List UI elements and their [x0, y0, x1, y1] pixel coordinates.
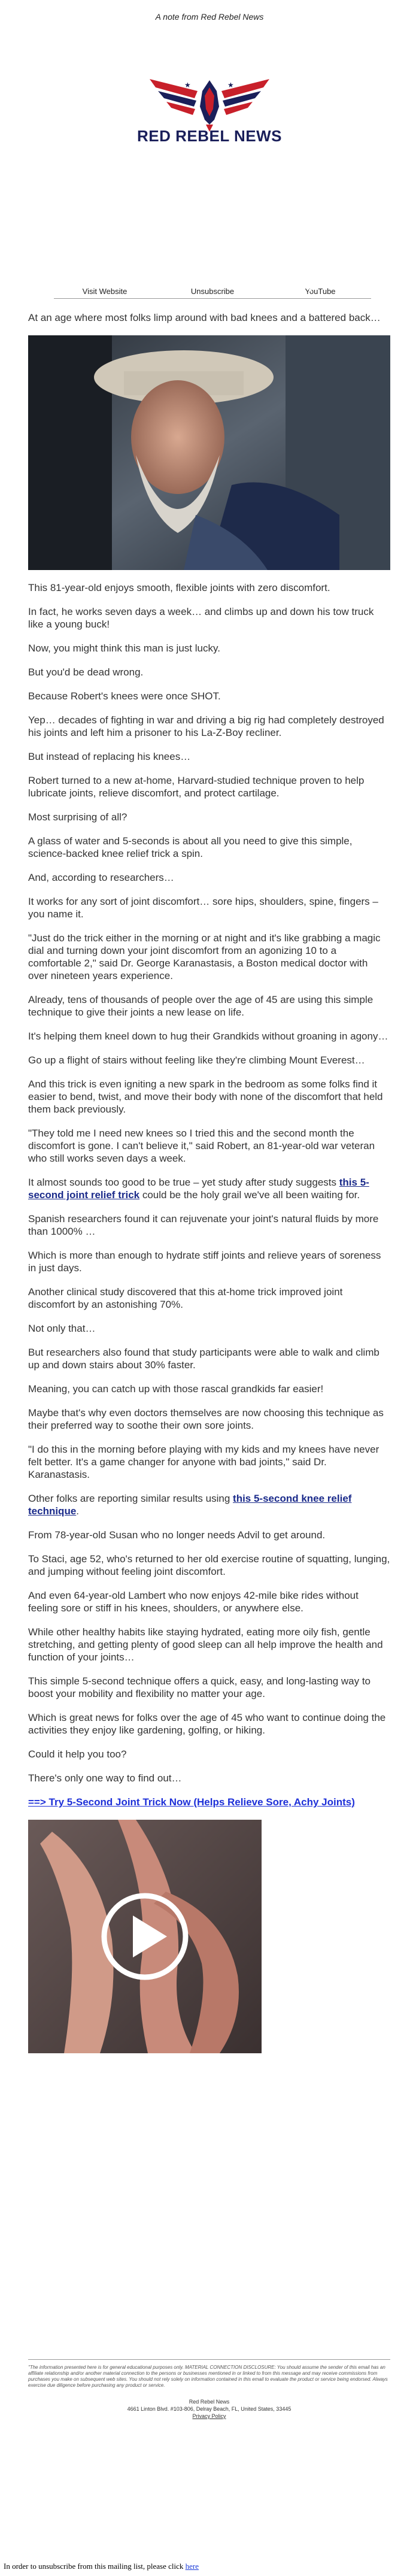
paragraph: But you'd be dead wrong.: [28, 666, 144, 678]
visit-website-link[interactable]: Visit Website: [82, 287, 127, 296]
paragraph: In fact, he works seven days a week… and climbs up and down his tow truck like a young buck!: [28, 606, 374, 630]
paragraph: Now, you might think this man is just lucky.: [28, 643, 220, 654]
paragraph: This 81-year-old enjoys smooth, flexible joints with zero discomfort.: [28, 582, 330, 593]
paragraph: While other healthy habits like staying hydrated, eating more oily fish, gentle stretching, and getting plenty of good sleep can all help improve the health and function of your joints…: [28, 1626, 383, 1663]
paragraph: This simple 5-second technique offers a quick, easy, and long-lasting way to boost your mobility and flexibility no matter your age.: [28, 1675, 371, 1699]
company-address-block: [28, 2398, 390, 2420]
youtube-link[interactable]: [269, 287, 371, 296]
paragraph: Which is more than enough to hydrate stiff joints and relieve years of soreness in just days.: [28, 1250, 381, 1274]
paragraph: From 78-year-old Susan who no longer needs Advil to get around.: [28, 1529, 326, 1541]
svg-text:★: ★: [227, 81, 234, 89]
paragraph: Meaning, you can catch up with those rascal grandkids far easier!: [28, 1383, 324, 1395]
paragraph: But instead of replacing his knees…: [28, 751, 191, 762]
paragraph: Maybe that's why even doctors themselves are now choosing this technique as their preferred way to soothe their own sore joints.: [28, 1407, 384, 1431]
cta-paragraph: [28, 1796, 390, 1808]
unsubscribe-text: In order to unsubscribe from this mailing list, please click: [4, 2562, 186, 2571]
text-span: Other folks are reporting similar results using: [28, 1493, 233, 1504]
paragraph: Robert turned to a new at-home, Harvard-studied technique proven to help lubricate joints, relieve discomfort, and protect cartilage.: [28, 775, 365, 799]
paragraph: Could it help you too?: [28, 1748, 127, 1760]
intro-paragraph: At an age where most folks limp around with bad knees and a battered back…: [28, 312, 381, 323]
text-span: .: [76, 1505, 80, 1517]
paragraph: It works for any sort of joint discomfort… sore hips, shoulders, spine, fingers – you name it.: [28, 896, 378, 920]
email-nav: [54, 275, 371, 299]
paragraph: And even 64-year-old Lambert who now enjoys 42-mile bike rides without feeling sore or stiff in his knees, shoulders, or anywhere else.: [28, 1590, 359, 1614]
paragraph: It's helping them kneel down to hug their Grandkids without groaning in agony…: [28, 1031, 388, 1042]
paragraph: Yep… decades of fighting in war and driving a big rig had completely destroyed his joints and left him a prisoner to his La-Z-Boy recliner.: [28, 714, 384, 738]
svg-text:★: ★: [184, 81, 191, 89]
paragraph: And this trick is even igniting a new spark in the bedroom as some folks find it easier to bend, twist, and move their body with none of the discomfort that held them back previously.: [28, 1078, 383, 1115]
top-note: A note from Red Rebel News: [155, 12, 264, 22]
paragraph-with-link: [28, 1176, 390, 1201]
privacy-policy-link[interactable]: Privacy Policy: [192, 2413, 226, 2419]
article-body: [28, 311, 390, 2053]
paragraph: And, according to researchers…: [28, 872, 174, 883]
text-span: could be the holy grail we've all been waiting for.: [139, 1189, 360, 1201]
unsubscribe-line: [4, 2562, 199, 2571]
company-name: Red Rebel News: [189, 2399, 230, 2405]
paragraph: Spanish researchers found it can rejuvenate your joint's natural fluids by more than 1000% …: [28, 1213, 379, 1237]
paragraph: "I do this in the morning before playing with my kids and my knees have never felt better. It's a game changer for anyone with bad joints," said Dr. Karanastasis.: [28, 1444, 379, 1480]
unsubscribe-here-link[interactable]: here: [185, 2562, 199, 2571]
paragraph: Not only that…: [28, 1323, 96, 1334]
company-address: 4661 Linton Blvd. #103-806, Delray Beach, FL, United States, 33445: [127, 2406, 292, 2412]
paragraph: A glass of water and 5-seconds is about all you need to give this simple, science-backed knee relief trick a spin.: [28, 835, 353, 859]
email-footer: [28, 2359, 390, 2420]
paragraph: To Staci, age 52, who's returned to her old exercise routine of squatting, lunging, and jumping without feeling joint discomfort.: [28, 1553, 390, 1577]
paragraph: There's only one way to find out…: [28, 1772, 182, 1784]
knee-relief-technique-link[interactable]: this 5-second knee relief technique: [28, 1493, 352, 1517]
paragraph: Already, tens of thousands of people over the age of 45 are using this simple technique to give their joints a new lease on life.: [28, 994, 374, 1018]
disclaimer-text: "The information presented here is for general educational purposes only. MATERIAL CONNECTION DISCLOSURE: You should assume the sender of this email has an affiliate relationship and/or another material connection to the persons or businesses mentioned in or linked to from this message and may receive commissions from purchases you make on subsequent web sites. You should not rely solely on information contained in this email to evaluate the product or service being endorsed. Always exercise due diligence before purchasing any product or service.: [28, 2365, 388, 2388]
youtube-label: YouTube: [305, 287, 336, 296]
paragraph: "Just do the trick either in the morning or at night and it's like grabbing a magic dial and turning down your joint discomfort from an agonizing 10 to a comfortable 2," said Dr. George Karanastasis, a Boston medical doctor with over nineteen years experience.: [28, 932, 381, 981]
brand-name: RED REBEL NEWS: [137, 127, 282, 145]
unsubscribe-link[interactable]: Unsubscribe: [190, 287, 235, 296]
paragraph: "They told me I need new knees so I tried this and the second month the discomfort is gone. I can't believe it," said Robert, an 81-year-old war veteran who still works seven days a week.: [28, 1128, 375, 1164]
text-span: It almost sounds too good to be true – yet study after study suggests: [28, 1177, 339, 1188]
paragraph: Go up a flight of stairs without feeling like they're climbing Mount Everest…: [28, 1054, 365, 1066]
video-thumbnail[interactable]: [28, 1820, 262, 2053]
try-joint-trick-cta-link[interactable]: ==> Try 5-Second Joint Trick Now (Helps Relieve Sore, Achy Joints): [28, 1796, 355, 1808]
paragraph: Another clinical study discovered that this at-home trick improved joint discomfort by an astonishing 70%.: [28, 1286, 343, 1310]
paragraph-with-link: [28, 1492, 390, 1517]
paragraph: Because Robert's knees were once SHOT.: [28, 690, 221, 702]
hero-photo-old-man[interactable]: [28, 335, 390, 570]
paragraph: Most surprising of all?: [28, 811, 127, 823]
paragraph: But researchers also found that study participants were able to walk and climb up and down stairs about 30% faster.: [28, 1347, 379, 1371]
joint-relief-trick-link[interactable]: this 5-second joint relief trick: [28, 1177, 369, 1201]
paragraph: Which is great news for folks over the age of 45 who want to continue doing the activities they enjoy like gardening, golfing, or hiking.: [28, 1712, 386, 1736]
